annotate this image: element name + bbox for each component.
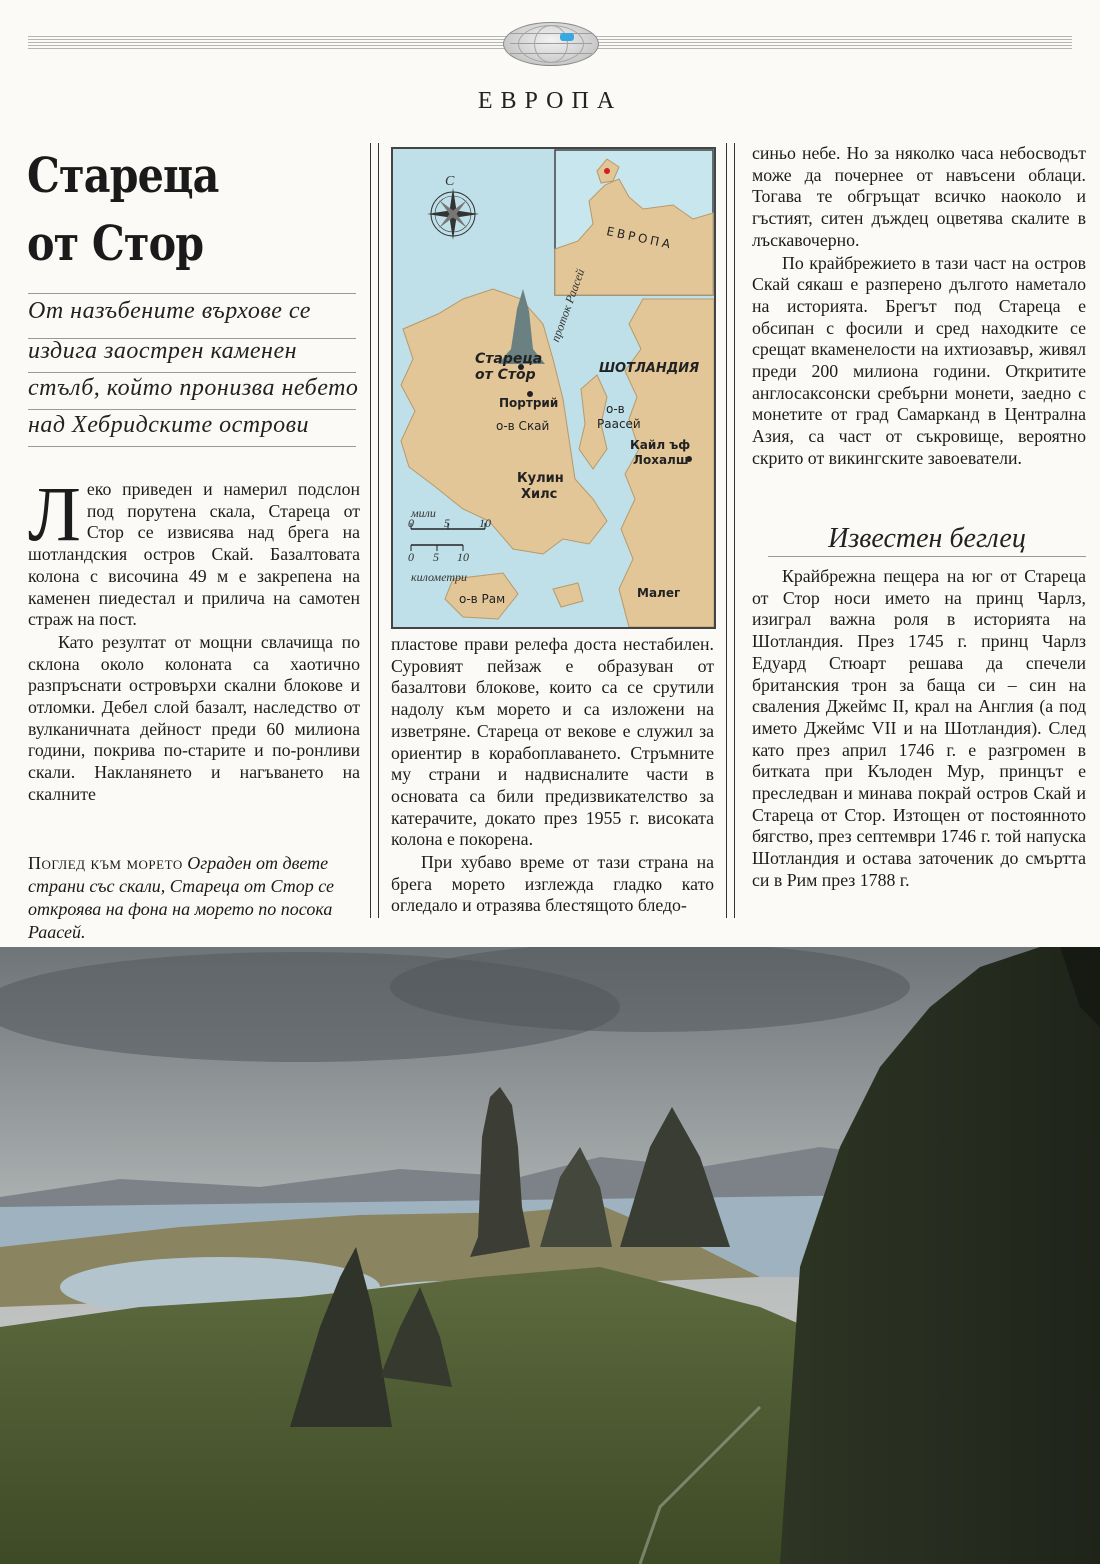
map [391, 147, 716, 629]
drop-cap: Л [28, 470, 81, 557]
paragraph: пластове прави релефа доста нестабилен. Суровият пейзаж е образуван от базалтови блокове, които са се срутили надолу към морето и са изложени на изветряне. Стареца от векове е служил за ориентир в корабоплаването. Стръмните му страни и надвисналите части в основата са били предизвикателство за катерачите, докато през 1955 г. високата колона е покорена. [391, 634, 714, 850]
subtitle-line: издига заострен каменен [28, 338, 298, 364]
map-label-scotland: ШОТЛАНДИЯ [599, 361, 700, 376]
body-column-3-continued [752, 566, 1086, 892]
section-subhead: Известен беглец [768, 522, 1086, 559]
subtitle-line: От назъбените върхове се [28, 298, 311, 324]
photo-caption [28, 852, 358, 944]
map-scale-tick: 5 [444, 516, 450, 530]
map-label-mallaig: Малег [637, 586, 681, 600]
paragraph: По крайбрежието в тази част на остров Скай сякаш е разперено дългото наметало на историята. Брегът под Стареца е обсипан с фосили и сред находките се срещат вкаменелости на ихтиозавър, живял преди 200 милиона години. Откритите англосаксонски сребърни монети, заедно с монетите от град Самарканд в Централна Азия, са част от съкровище, вероятно скрито от викингските завоеватели. [752, 252, 1086, 468]
map-scale-tick: 10 [457, 550, 469, 564]
subtitle-rule [28, 293, 356, 294]
section-title: ЕВРОПА [477, 88, 623, 114]
caption-text: Ограден от двете страни със скали, Стареца от Стор се откроява на фона на морето по посока Раасей. [28, 853, 334, 942]
subtitle-rule [28, 409, 356, 410]
map-label-cuillin: Кулин [517, 471, 564, 486]
landscape-photo [0, 947, 1100, 1564]
map-inset-label: ЕВРОПА [605, 224, 675, 252]
map-north-label: С [445, 174, 455, 189]
map-label-raasay: Раасей [597, 417, 641, 431]
paragraph: синьо небе. Но за няколко часа небосводът може да почернее от навъсени облаци. Тогава те обгръщат всичко наоколо и гъстият, ситен дъждец оцветява скалите в лъскавочерно. [752, 143, 1086, 250]
map-scale-tick: 0 [408, 550, 414, 564]
map-label-cuillin: Хилс [521, 487, 558, 502]
body-column-3 [752, 143, 1086, 470]
column-rule-left-inner [378, 143, 379, 918]
globe-icon [503, 22, 599, 66]
map-scale-tick: 10 [479, 516, 491, 530]
map-label-old-man: от Стор [475, 367, 536, 383]
map-label-kyle: Лохалш [633, 453, 689, 467]
body-column-1 [28, 470, 360, 806]
caption-label: Поглед към морето [28, 853, 183, 873]
map-label-rum: о-в Рам [459, 592, 506, 606]
paragraph: Като резултат от мощни свлачища по склона около колоната са хаотично разпръснати островърхи скални блокове и отломки. Дебел слой базалт, наследство от вулканичната дейност преди 60 милиона години, покрива по-старите и по-ронливи скали. Накланянето и нагъването на скалните [28, 631, 360, 804]
subtitle-rule [28, 372, 356, 373]
map-scale-km: километри [411, 570, 468, 584]
map-label-kyle: Кайл ъф [630, 438, 691, 452]
article-title: Стареца от Стор [27, 148, 219, 272]
map-scale-miles: мили [411, 506, 436, 520]
subtitle-line: стълб, който пронизва небето [28, 375, 359, 401]
map-label-portree: Портрий [499, 396, 559, 410]
map-label-old-man: Стареца [475, 351, 543, 367]
body-column-2 [391, 634, 714, 917]
subtitle-line: над Хебридските острови [28, 412, 310, 438]
map-label-strait: проток Раасей [548, 266, 588, 344]
column-rule-right-inner [734, 143, 735, 918]
paragraph: Леко приведен и намерил подслон под порутена скала, Стареца от Стор се извисява над брега на шотландския остров Скай. Базалтовата колона с височина 49 м е закрепена на каменен пиедестал и прилича на самотен страж на пост. [28, 470, 360, 630]
paragraph: При хубаво време от тази страна на брега морето изглежда гладко като огледало и отразява блестящото бледо- [391, 852, 714, 916]
column-rule-left [370, 143, 371, 918]
map-label-skye: о-в Скай [496, 419, 550, 433]
map-scale-tick: 5 [433, 550, 439, 564]
subtitle-rule [28, 446, 356, 447]
paragraph: Крайбрежна пещера на юг от Стареца от Стор носи името на принц Чарлз, изиграл важна роля в историята на Шотландия. През 1745 г. принц Чарлз Едуард Стюарт решава да спечели британския трон за баща си – син на сваления Джеймс II, крал на Англия (а под името Джеймс VII и на Шотландия). След като през април 1746 г. е разгромен в битката при Кълоден Мур, принцът е преследван и минава покрай остров Скай и Стареца от Стор. Изтощен от постоянното бягство, през септември 1746 г. той напуска Шотландия и остава заточеник до смъртта си в Рим през 1788 г. [752, 566, 1086, 890]
column-rule-right [726, 143, 727, 918]
map-label-raasay: о-в [606, 402, 625, 416]
map-scale-tick: 0 [408, 516, 414, 530]
